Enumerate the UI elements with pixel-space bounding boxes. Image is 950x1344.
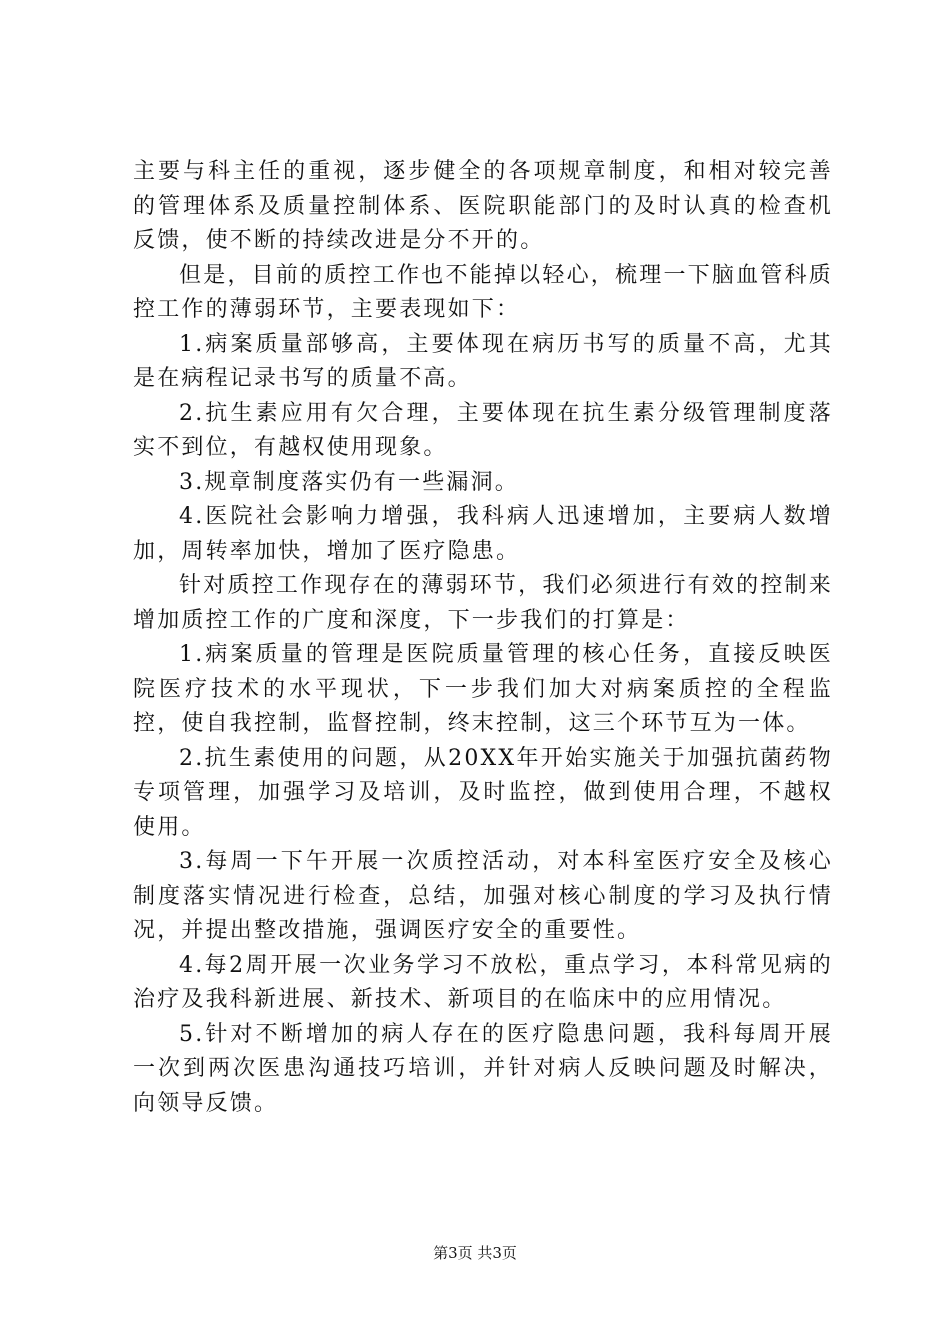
paragraph-2: 但是，目前的质控工作也不能掉以轻心，梳理一下脑血管科质控工作的薄弱环节，主要表现如下： <box>133 262 833 322</box>
paragraph-1: 主要与科主任的重视，逐步健全的各项规章制度，和相对较完善的管理体系及质量控制体系、医院职能部门的及时认真的检查机反馈，使不断的持续改进是分不开的。 <box>133 159 833 253</box>
paragraph-8: 1.病案质量的管理是医院质量管理的核心任务，直接反映医院医疗技术的水平现状，下一步我们加大对病案质控的全程监控，使自我控制，监督控制，终末控制，这三个环节互为一体。 <box>133 642 833 736</box>
paragraph-4: 2.抗生素应用有欠合理，主要体现在抗生素分级管理制度落实不到位，有越权使用现象。 <box>133 400 833 460</box>
paragraph-11: 4.每2周开展一次业务学习不放松，重点学习，本科常见病的治疗及我科新进展、新技术、新项目的在临床中的应用情况。 <box>133 952 833 1012</box>
paragraph-10: 3.每周一下午开展一次质控活动，对本科室医疗安全及核心制度落实情况进行检查，总结，加强对核心制度的学习及执行情况，并提出整改措施，强调医疗安全的重要性。 <box>133 849 833 943</box>
paragraph-5: 3.规章制度落实仍有一些漏洞。 <box>179 469 519 495</box>
paragraph-7: 针对质控工作现存在的薄弱环节，我们必须进行有效的控制来增加质控工作的广度和深度，下一步我们的打算是： <box>133 573 833 633</box>
paragraph-6: 4.医院社会影响力增强，我科病人迅速增加，主要病人数增加，周转率加快，增加了医疗隐患。 <box>133 504 833 564</box>
paragraph-9: 2.抗生素使用的问题，从20XX年开始实施关于加强抗菌药物专项管理，加强学习及培训，及时监控，做到使用合理，不越权使用。 <box>133 745 833 840</box>
paragraph-3: 1.病案质量部够高，主要体现在病历书写的质量不高，尤其是在病程记录书写的质量不高。 <box>133 331 833 391</box>
page-number-footer: 第3页 共3页 <box>433 1244 517 1262</box>
document-body <box>133 155 833 1121</box>
paragraph-12: 5.针对不断增加的病人存在的医疗隐患问题，我科每周开展一次到两次医患沟通技巧培训，并针对病人反映问题及时解决，向领导反馈。 <box>133 1021 833 1116</box>
